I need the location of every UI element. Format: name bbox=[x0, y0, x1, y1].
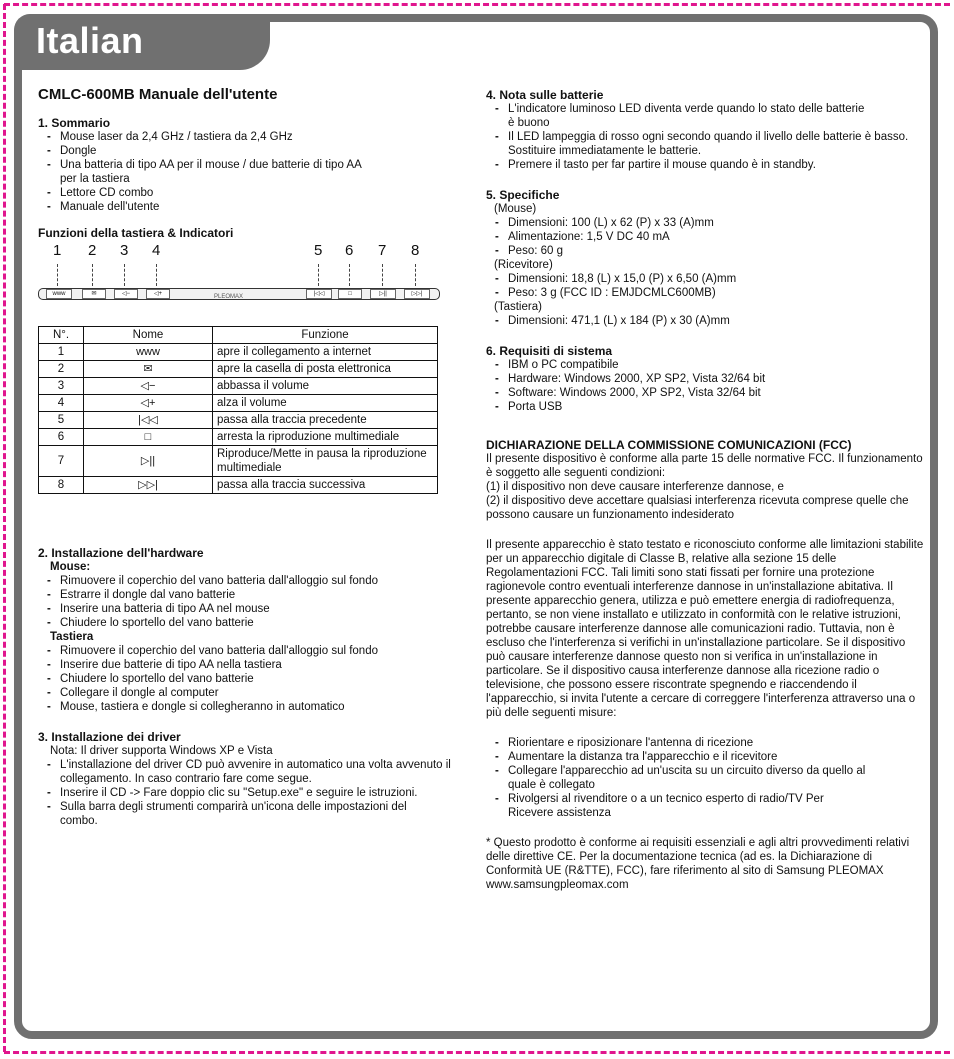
tastiera-subheading: Tastiera bbox=[50, 631, 94, 643]
list-item: - Mouse laser da 2,4 GHz / tastiera da 2,4 GHz bbox=[38, 130, 468, 144]
table-cell: 3 bbox=[39, 378, 84, 395]
page-border-left bbox=[3, 4, 6, 1052]
table-row bbox=[39, 429, 438, 446]
www-key-icon: www bbox=[46, 289, 72, 299]
key-number: 3 bbox=[120, 242, 129, 259]
table-cell: passa alla traccia precedente bbox=[213, 412, 438, 429]
list-item: - Dimensioni: 471,1 (L) x 184 (P) x 30 (A)mm bbox=[486, 314, 926, 328]
spec-mouse-list bbox=[486, 216, 926, 258]
doc-title: CMLC-600MB Manuale dell'utente bbox=[38, 86, 278, 103]
list-item: - Aumentare la distanza tra l'apparecchio e il ricevitore bbox=[486, 750, 926, 764]
list-item: - Il LED lampeggia di rosso ogni secondo quando il livello delle batterie è basso. Sostituire immediatamente le batterie. bbox=[486, 130, 926, 158]
next-key-icon: ▷▷| bbox=[404, 289, 430, 299]
requisiti-list bbox=[486, 358, 926, 414]
list-item: - Hardware: Windows 2000, XP SP2, Vista 32/64 bit bbox=[486, 372, 926, 386]
fcc-paragraph: Il presente apparecchio è stato testato e riconosciuto conforme alle limitazioni stabilite per un apparecchio digitale di Classe B, relative alla sezione 15 delle Regolamentazioni FCC. Tali limiti sono stati fissati per fornire una protezione ragionevole contro eventuali interferenze dannose in un'installazione abitativa. Il presente apparecchio genera, utilizza e può emettere energia di radiofrequenza, pertanto, se non viene installato e utilizzato in conformità con le relative istruzioni, potrebbe causare interferenze dannose alle comunicazioni radio. Tuttavia, non è escluso che l'interferenza si verifichi in un'installazione particolare. Se il dispositivo può causare interferenze dannose questo non si verifica in un'installazione in particolare. Se il dispositivo causa interferenze dannose alla ricezione radio o televisione, che possono essere riscontrate spegnendo e riaccendendo il l'apparecchio, si invita l'utente a cercare di correggere l'interferenza attraverso una o più delle seguenti misure: bbox=[486, 539, 924, 719]
right-column bbox=[486, 88, 926, 892]
sommario-heading: 1. Sommario bbox=[38, 116, 111, 130]
list-item: - Software: Windows 2000, XP SP2, Vista 32/64 bit bbox=[486, 386, 926, 400]
functions-table bbox=[38, 326, 438, 494]
table-cell: abbassa il volume bbox=[213, 378, 438, 395]
stop-key-icon: □ bbox=[338, 289, 362, 299]
mouse-subheading: Mouse: bbox=[50, 561, 91, 573]
key-number: 6 bbox=[345, 242, 354, 259]
table-cell: 1 bbox=[39, 344, 84, 361]
list-item: - Estrarre il dongle dal vano batterie bbox=[38, 588, 468, 602]
fcc-measures-list bbox=[486, 736, 926, 820]
fcc-condition: (1) il dispositivo non deve causare interferenze dannose, e bbox=[486, 481, 784, 493]
table-cell: Riproduce/Mette in pausa la riproduzione multimediale bbox=[213, 446, 438, 477]
list-item: - L'installazione del driver CD può avvenire in automatico una volta avvenuto il collegamento. In caso contrario fare come segue. bbox=[38, 758, 468, 786]
key-number: 7 bbox=[378, 242, 387, 259]
previous-track-icon: |◁◁ bbox=[84, 412, 213, 429]
table-cell: 2 bbox=[39, 361, 84, 378]
spec-ricevitore-label: (Ricevitore) bbox=[494, 259, 553, 271]
key-number: 5 bbox=[314, 242, 323, 259]
list-item: - Inserire due batterie di tipo AA nella tastiera bbox=[38, 658, 468, 672]
table-cell: alza il volume bbox=[213, 395, 438, 412]
list-item: - Inserire una batteria di tipo AA nel mouse bbox=[38, 602, 468, 616]
table-row bbox=[39, 361, 438, 378]
list-item: - IBM o PC compatibile bbox=[486, 358, 926, 372]
table-cell: 7 bbox=[39, 446, 84, 477]
table-cell: apre la casella di posta elettronica bbox=[213, 361, 438, 378]
list-item: - Dongle bbox=[38, 144, 468, 158]
spec-tastiera-list bbox=[486, 314, 926, 328]
table-row bbox=[39, 395, 438, 412]
table-cell: 8 bbox=[39, 477, 84, 494]
list-item: - Rivolgersi al rivenditore o a un tecnico esperto di radio/TV Per Ricevere assistenza bbox=[486, 792, 838, 820]
list-item: - Chiudere lo sportello del vano batterie bbox=[38, 672, 468, 686]
list-item: - Dimensioni: 18,8 (L) x 15,0 (P) x 6,50 (A)mm bbox=[486, 272, 926, 286]
batterie-list bbox=[486, 102, 926, 172]
spec-tastiera-label: (Tastiera) bbox=[494, 301, 542, 313]
list-item: - Una batteria di tipo AA per il mouse / due batterie di tipo AA per la tastiera bbox=[38, 158, 380, 186]
table-row bbox=[39, 412, 438, 429]
play-pause-icon: ▷|| bbox=[84, 446, 213, 477]
sommario-list bbox=[38, 130, 468, 214]
requisiti-heading: 6. Requisiti di sistema bbox=[486, 344, 613, 358]
table-row bbox=[39, 446, 438, 477]
keyboard-install-list bbox=[38, 644, 468, 714]
driver-list bbox=[38, 758, 468, 828]
prev-key-icon: |◁◁ bbox=[306, 289, 332, 299]
funzioni-heading: Funzioni della tastiera & Indicatori bbox=[38, 226, 234, 240]
key-number: 8 bbox=[411, 242, 420, 259]
left-column bbox=[38, 88, 468, 828]
list-item: - Mouse, tastiera e dongle si collegheranno in automatico bbox=[38, 700, 468, 714]
table-row bbox=[39, 378, 438, 395]
volume-up-key-icon: ◁+ bbox=[146, 289, 170, 299]
list-item: - Collegare il dongle al computer bbox=[38, 686, 468, 700]
fcc-condition: (2) il dispositivo deve accettare qualsiasi interferenza ricevuta comprese quelle che possono causare un funzionamento indesiderato bbox=[486, 495, 909, 521]
list-item: - Sulla barra degli strumenti comparirà un'icona delle impostazioni del combo. bbox=[38, 800, 420, 828]
table-header: N°. bbox=[39, 327, 84, 344]
spec-ricevitore-list bbox=[486, 272, 926, 300]
table-row bbox=[39, 477, 438, 494]
list-item: - Premere il tasto per far partire il mouse quando è in standby. bbox=[486, 158, 926, 172]
table-cell: 6 bbox=[39, 429, 84, 446]
ce-note: * Questo prodotto è conforme ai requisiti essenziali e agli altri provvedimenti relativi delle direttive CE. Per la documentazione tecnica (ad es. la Dichiarazione di Conformità UE (R&TTE), FCC), fare riferimento al sito di Samsung PLEOMAX www.samsungpleomax.com bbox=[486, 837, 910, 891]
table-row bbox=[39, 344, 438, 361]
page-border-top bbox=[4, 3, 950, 6]
list-item: - Peso: 3 g (FCC ID : EMJDCMLC600MB) bbox=[486, 286, 926, 300]
table-cell: 5 bbox=[39, 412, 84, 429]
keyboard-brand-label: PLEOMAX bbox=[214, 294, 244, 300]
mail-key-icon: ✉ bbox=[82, 289, 106, 299]
driver-heading: 3. Installazione dei driver bbox=[38, 730, 181, 744]
volume-up-icon: ◁+ bbox=[84, 395, 213, 412]
mail-icon: ✉ bbox=[84, 361, 213, 378]
volume-down-key-icon: ◁− bbox=[114, 289, 138, 299]
table-cell: apre il collegamento a internet bbox=[213, 344, 438, 361]
list-item: - Chiudere lo sportello del vano batterie bbox=[38, 616, 468, 630]
play-pause-key-icon: ▷|| bbox=[370, 289, 396, 299]
table-header: Funzione bbox=[213, 327, 438, 344]
list-item: - L'indicatore luminoso LED diventa verde quando lo stato delle batterie è buono bbox=[486, 102, 868, 130]
page-border-bottom bbox=[4, 1051, 950, 1054]
list-item: - Lettore CD combo bbox=[38, 186, 468, 200]
table-cell: arresta la riproduzione multimediale bbox=[213, 429, 438, 446]
table-header: Nome bbox=[84, 327, 213, 344]
list-item: - Alimentazione: 1,5 V DC 40 mA bbox=[486, 230, 926, 244]
stop-icon: □ bbox=[84, 429, 213, 446]
next-track-icon: ▷▷| bbox=[84, 477, 213, 494]
list-item: - Inserire il CD -> Fare doppio clic su "Setup.exe" e seguire le istruzioni. bbox=[38, 786, 468, 800]
batterie-heading: 4. Nota sulle batterie bbox=[486, 88, 604, 102]
list-item: - Collegare l'apparecchio ad un'uscita su un circuito diverso da quello al quale è collegato bbox=[486, 764, 888, 792]
list-item: - Dimensioni: 100 (L) x 62 (P) x 33 (A)mm bbox=[486, 216, 926, 230]
table-cell: 4 bbox=[39, 395, 84, 412]
www-icon: www bbox=[84, 344, 213, 361]
key-number: 4 bbox=[152, 242, 161, 259]
list-item: - Rimuovere il coperchio del vano batteria dall'alloggio sul fondo bbox=[38, 644, 468, 658]
spec-mouse-label: (Mouse) bbox=[494, 203, 537, 215]
language-tab-title: Italian bbox=[36, 20, 144, 61]
volume-down-icon: ◁− bbox=[84, 378, 213, 395]
hardware-heading: 2. Installazione dell'hardware bbox=[38, 546, 204, 560]
list-item: - Rimuovere il coperchio del vano batteria dall'alloggio sul fondo bbox=[38, 574, 468, 588]
list-item: - Riorientare e riposizionare l'antenna di ricezione bbox=[486, 736, 926, 750]
specifiche-heading: 5. Specifiche bbox=[486, 188, 560, 202]
list-item: - Manuale dell'utente bbox=[38, 200, 468, 214]
mouse-install-list bbox=[38, 574, 468, 630]
driver-note: Nota: Il driver supporta Windows XP e Vista bbox=[50, 745, 273, 757]
fcc-paragraph: Il presente dispositivo è conforme alla parte 15 delle normative FCC. Il funzionamento è soggetto alle seguenti condizioni: bbox=[486, 453, 923, 479]
list-item: - Peso: 60 g bbox=[486, 244, 926, 258]
key-number: 2 bbox=[88, 242, 97, 259]
table-cell: passa alla traccia successiva bbox=[213, 477, 438, 494]
fcc-heading: DICHIARAZIONE DELLA COMMISSIONE COMUNICAZIONI (FCC) bbox=[486, 438, 852, 452]
list-item: - Porta USB bbox=[486, 400, 926, 414]
keyboard-diagram bbox=[38, 244, 468, 322]
key-number: 1 bbox=[53, 242, 62, 259]
